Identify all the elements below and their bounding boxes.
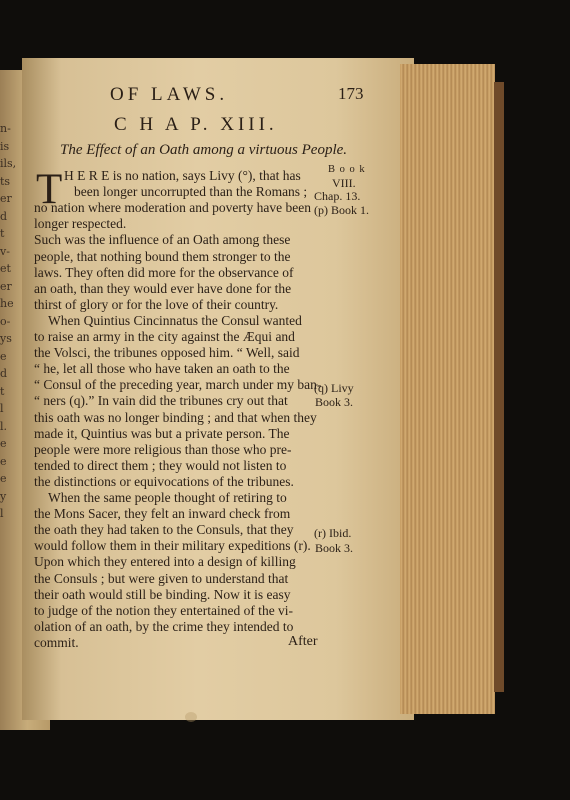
facing-page-fragment: t bbox=[0, 227, 5, 240]
chapter-title: The Effect of an Oath among a virtuous People. bbox=[60, 142, 348, 158]
facing-page-fragment: he bbox=[0, 297, 14, 310]
footnote-r-book: Book 3. bbox=[315, 541, 354, 555]
drop-cap: T bbox=[36, 166, 63, 213]
facing-page-fragment: er bbox=[0, 279, 12, 293]
facing-page-fragment: e bbox=[0, 454, 7, 468]
body-line: no nation where moderation and poverty have been bbox=[34, 200, 312, 216]
facing-page-text-fragments bbox=[0, 120, 16, 523]
body-line: would follow them in their military expeditions (r). bbox=[34, 538, 311, 554]
page-mark bbox=[185, 712, 197, 722]
facing-page-fragment: o- bbox=[0, 314, 11, 328]
facing-page-fragment: t bbox=[0, 384, 5, 398]
body-line: laws. They often did more for the observance of bbox=[34, 264, 294, 280]
facing-page-fragment: l bbox=[0, 507, 4, 520]
body-line: the Mons Sacer, they felt an inward check from bbox=[34, 506, 291, 522]
sidenote-chapter: Chap. 13. bbox=[314, 189, 361, 203]
body-line: “ ners (q).” In vain did the tribunes cry out that bbox=[34, 393, 288, 409]
body-line: commit. bbox=[34, 634, 79, 650]
body-line: been longer uncorrupted than the Romans ; bbox=[74, 184, 308, 200]
body-line: “ he, let all those who have taken an oath to the bbox=[34, 361, 290, 377]
body-line: people, that nothing bound them stronger to the bbox=[34, 248, 291, 264]
sidenote-book: B o o k bbox=[328, 164, 366, 175]
body-line: the Consuls ; but were given to understand that bbox=[34, 570, 289, 586]
facing-page-fragment: e bbox=[0, 472, 7, 485]
facing-page-fragment: n- bbox=[0, 122, 11, 135]
facing-page-fragment: et bbox=[0, 262, 11, 275]
facing-page-fragment: is bbox=[0, 139, 10, 153]
page-block-edges bbox=[400, 64, 495, 714]
body-line: this oath was no longer binding ; and that when they bbox=[34, 409, 317, 425]
body-line: the oath they had taken to the Consuls, that they bbox=[34, 522, 294, 538]
facing-page-fragment: l. bbox=[0, 419, 8, 433]
body-line: When Quintius Cincinnatus the Consul wanted bbox=[48, 312, 302, 328]
body-line: H E R E is no nation, says Livy (°), that has bbox=[64, 168, 301, 183]
body-line: thirst of glory or for the love of their country. bbox=[34, 296, 279, 312]
footnote-q-book: Book 3. bbox=[315, 395, 354, 409]
body-line: tended to direct them ; they would not listen to bbox=[34, 457, 287, 473]
footnote-r: (r) Ibid. bbox=[314, 526, 352, 540]
body-line: the Volsci, the tribunes opposed him. “ Well, said bbox=[34, 345, 300, 361]
body-line: their oath would still be binding. Now it is easy bbox=[34, 586, 291, 602]
facing-page-fragment: ils, bbox=[0, 157, 17, 170]
body-line: an oath, than they would ever have done for the bbox=[34, 280, 292, 296]
catchword: After bbox=[288, 634, 318, 649]
body-line: to raise an army in the city against the Æqui and bbox=[34, 329, 295, 344]
body-line: Such was the influence of an Oath among these bbox=[34, 232, 291, 248]
body-line: Upon which they entered into a design of killing bbox=[34, 554, 296, 570]
facing-page-fragment: e bbox=[0, 349, 7, 363]
facing-page-fragment: er bbox=[0, 192, 12, 205]
footnote-p: (p) Book 1. bbox=[314, 203, 369, 217]
body-line: longer respected. bbox=[34, 216, 127, 232]
facing-page-fragment: d bbox=[0, 209, 8, 223]
facing-page-fragment: d bbox=[0, 367, 8, 380]
chapter-heading: C H A P. XIII. bbox=[114, 114, 278, 135]
body-line: olation of an oath, by the crime they intended to bbox=[34, 618, 294, 634]
body-line: “ Consul of the preceding year, march under my ban- bbox=[34, 377, 322, 393]
body-line: to judge of the notion they entertained of the vi- bbox=[34, 602, 294, 618]
body-line: people were more religious than those who pre- bbox=[34, 441, 292, 457]
page-number: 173 bbox=[338, 84, 364, 103]
facing-page-fragment: ts bbox=[0, 174, 11, 188]
facing-page-fragment: y bbox=[0, 489, 7, 503]
facing-page-fragment: ys bbox=[0, 332, 12, 345]
facing-page-fragment: l bbox=[0, 402, 4, 415]
cover-edge bbox=[494, 82, 504, 692]
running-head: OF LAWS. bbox=[110, 84, 229, 105]
body-line: made it, Quintius was but a private person. The bbox=[34, 425, 290, 441]
footnote-q: (q) Livy bbox=[314, 381, 354, 395]
body-line: the distinctions or equivocations of the tribunes. bbox=[34, 473, 294, 489]
facing-page-fragment: e bbox=[0, 437, 7, 450]
facing-page-fragment: v- bbox=[0, 244, 10, 258]
body-line: When the same people thought of retiring to bbox=[48, 490, 287, 505]
sidenote-book-number: VIII. bbox=[332, 176, 356, 190]
